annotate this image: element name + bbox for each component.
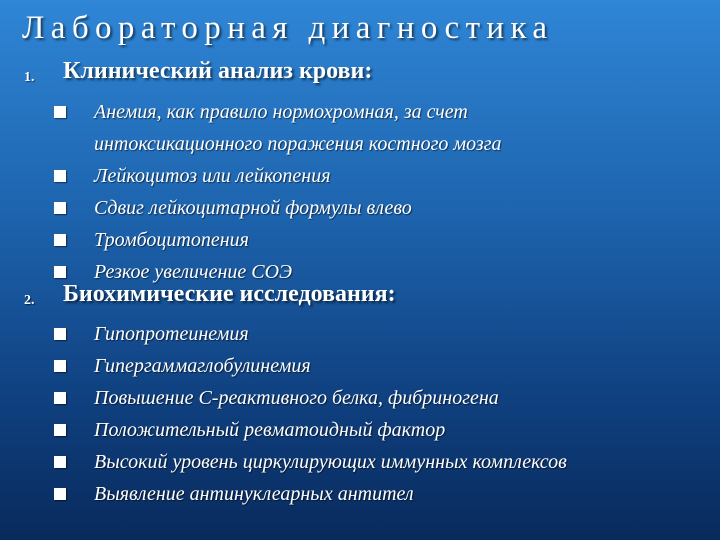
square-bullet-icon	[54, 360, 66, 372]
square-bullet-icon	[54, 106, 66, 118]
list-item-text: Повышение С-реактивного белка, фибриногена	[94, 387, 499, 409]
bullet-list	[0, 96, 720, 288]
list-item-text: Сдвиг лейкоцитарной формулы влево	[94, 197, 412, 219]
square-bullet-icon	[54, 234, 66, 246]
list-item-text: Тромбоцитопения	[94, 229, 249, 251]
square-bullet-icon	[54, 488, 66, 500]
section-header	[0, 281, 720, 313]
section-blood-analysis	[0, 58, 720, 282]
list-item	[0, 350, 720, 382]
section-heading: Клинический анализ крови:	[63, 58, 373, 84]
section-biochemistry	[0, 281, 720, 505]
list-item-text: Анемия, как правило нормохромная, за счет	[94, 101, 468, 123]
list-item-text: интоксикационного поражения костного мозга	[94, 133, 502, 155]
list-item	[0, 96, 720, 160]
square-bullet-icon	[54, 266, 66, 278]
square-bullet-icon	[54, 424, 66, 436]
list-item	[0, 446, 720, 478]
list-item	[0, 318, 720, 350]
list-item	[0, 192, 720, 224]
list-item	[0, 382, 720, 414]
list-item-text: Резкое увеличение СОЭ	[94, 261, 293, 283]
bullet-list	[0, 318, 720, 510]
section-number: 2.	[24, 293, 35, 308]
list-item-text: Гипергаммаглобулинемия	[94, 355, 311, 377]
list-item-text: Выявление антинуклеарных антител	[94, 483, 414, 505]
slide-title: Лабораторная диагностика	[22, 10, 554, 46]
square-bullet-icon	[54, 456, 66, 468]
list-item	[0, 478, 720, 510]
section-number: 1.	[24, 70, 35, 85]
section-heading: Биохимические исследования:	[63, 281, 396, 307]
square-bullet-icon	[54, 170, 66, 182]
section-header	[0, 58, 720, 90]
list-item-text: Положительный ревматоидный фактор	[94, 419, 446, 441]
square-bullet-icon	[54, 392, 66, 404]
list-item-text: Высокий уровень циркулирующих иммунных комплексов	[94, 451, 567, 473]
list-item	[0, 224, 720, 256]
square-bullet-icon	[54, 202, 66, 214]
square-bullet-icon	[54, 328, 66, 340]
list-item	[0, 160, 720, 192]
list-item-text: Лейкоцитоз или лейкопения	[94, 165, 331, 187]
list-item	[0, 414, 720, 446]
list-item-text: Гипопротеинемия	[94, 323, 249, 345]
